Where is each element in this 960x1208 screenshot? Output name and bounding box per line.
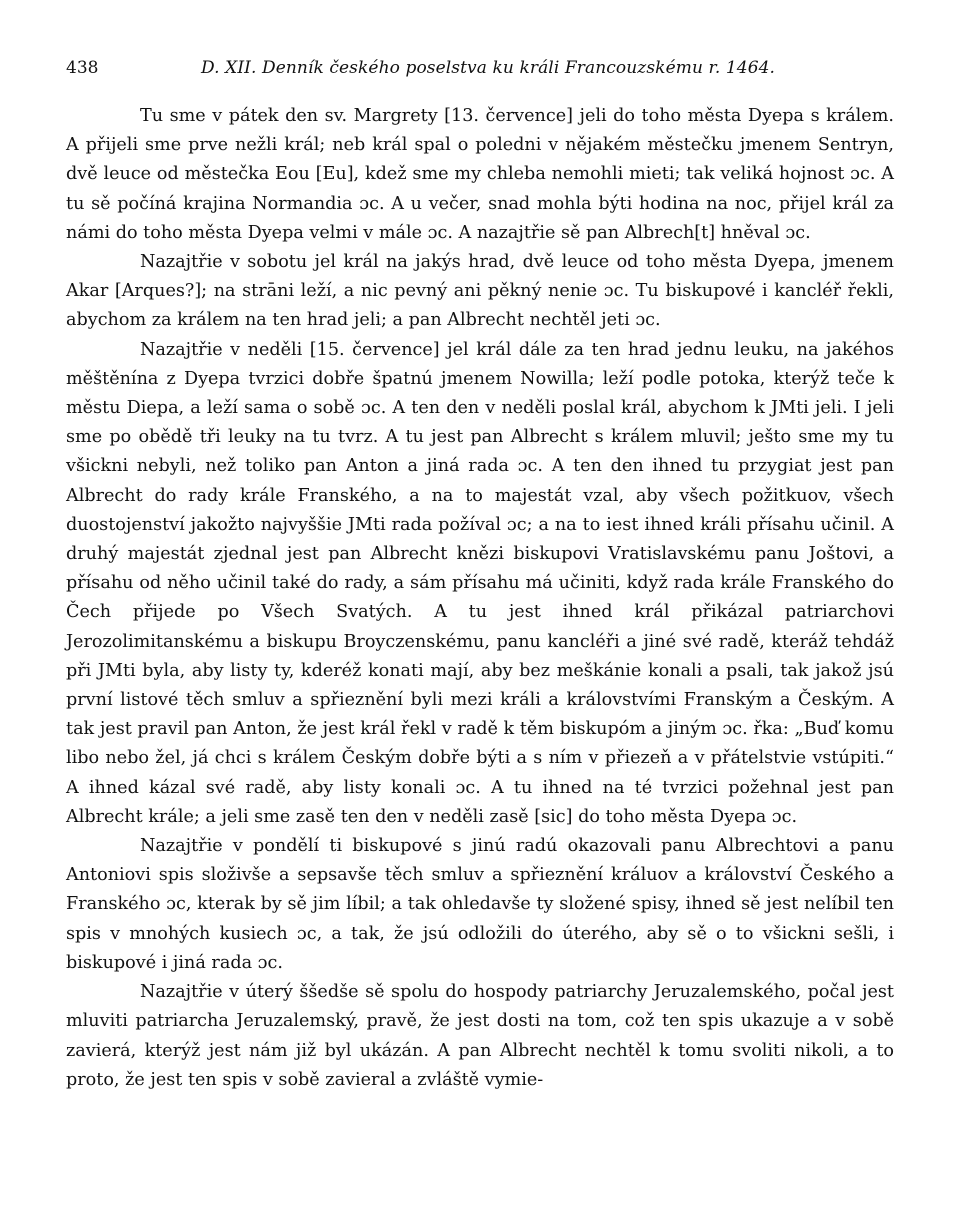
paragraph: Nazajtřie v úterý ššedše sě spolu do hospody patriarchy Jeruzalemského, počal jest mluviti patriarcha Jeruzalemský, pravě, že jest dosti na tom, což ten spis ukazuje a v sobě zavierá, kterýž jest nám již byl ukázán. A pan Albrecht nechtěl k tomu svoliti nikoli, a to proto, že jest ten spis v sobě zavieral a zvláště vymie- <box>66 982 894 1090</box>
running-title: D. XII. Denník českého poselstva ku králi Francouzskému r. 1464. <box>201 58 776 78</box>
page-header <box>66 58 894 88</box>
paragraph: Nazajtřie v neděli [15. července] jel král dále za ten hrad jednu leuku, na jakéhos měštěnína z Dyepa tvrzici dobře špatnú jmenem Nowilla; leží podle potoka, kterýž teče k městu Diepa, a leží sama o sobě ɔc. A ten den v neděli poslal král, abychom k JMti jeli. I jeli sme po obědě tři leuky na tu tvrz. A tu jest pan Albrecht s králem mluvil; ješto sme my tu všickni nebyli, než toliko pan Anton a jiná rada ɔc. A ten den ihned tu przygiat jest pan Albrecht do rady krále Franského, a na to majestát vzal, aby všech požitkuov, všech duostojenství jakožto najvyššie JMti rada požíval ɔc; a na to iest ihned králi přísahu učinil. A druhý majestát zjednal jest pan Albrecht knězi biskupovi Vratislavskému panu Joštovi, a přísahu od něho učinil také do rady, a sám přísahu má učiniti, když rada krále Franského do Čech přijede po Všech Svatých. A tu jest ihned král přikázal patriarchovi Jerozolimitanskému a biskupu Broyczenskému, panu kancléři a jiné své radě, kteráž tehdáž při JMti byla, aby listy ty, kderéž konati mají, aby bez meškánie konali a psali, tak jakož jsú první listové těch smluv a spřieznění byli mezi králi a královstvími Franským a Českým. A tak jest pravil pan Anton, že jest král řekl v radě k těm biskupóm a jiným ɔc. řka: „Buď komu libo nebo žel, já chci s králem Českým dobře býti a s ním v přiezeň a v přátelstvie vstúpiti.“ A ihned kázal své radě, aby listy konali ɔc. A tu ihned na té tvrzici požehnal jest pan Albrecht krále; a jeli sme zasě ten den v neděli zasě [sic] do toho města Dyepa ɔc. <box>66 339 894 827</box>
paragraph: Tu sme v pátek den sv. Margrety [13. července] jeli do toho města Dyepa s králem. A přijeli sme prve nežli král; neb král spal o poledni v nějakém městečku jmenem Sentryn, dvě leuce od městečka Eou [Eu], kdež sme my chleba nemohli mieti; tak veliká hojnost ɔc. A tu sě počíná krajina Normandia ɔc. A u večer, snad mohla býti hodina na noc, přijel král za námi do toho města Dyepa velmi v mále ɔc. A nazajtřie sě pan Albrech[t] hněval ɔc. <box>66 106 894 243</box>
paragraph: Nazajtřie v pondělí ti biskupové s jinú radú okazovali panu Albrechtovi a panu Antoniovi spis složivše a sepsavše těch smluv a spřieznění králuov a království Českého a Franského ɔc, kterak by sě jim líbil; a tak ohledavše ty složené spisy, ihned sě jest nelíbil ten spis v mnohých kusiech ɔc, a tak, že jsú odložili do úterého, aby sě o to všickni sešli, i biskupové i jiná rada ɔc. <box>66 836 894 973</box>
body-text <box>66 102 894 1095</box>
paragraph: Nazajtřie v sobotu jel král na jakýs hrad, dvě leuce od toho města Dyepa, jmenem Akar [Arques?]; na strāni leží, a nic pevný ani pěkný nenie ɔc. Tu biskupové i kancléř řekli, abychom za králem na ten hrad jeli; a pan Albrecht nechtěl jeti ɔc. <box>66 252 894 331</box>
page-number: 438 <box>66 58 99 78</box>
